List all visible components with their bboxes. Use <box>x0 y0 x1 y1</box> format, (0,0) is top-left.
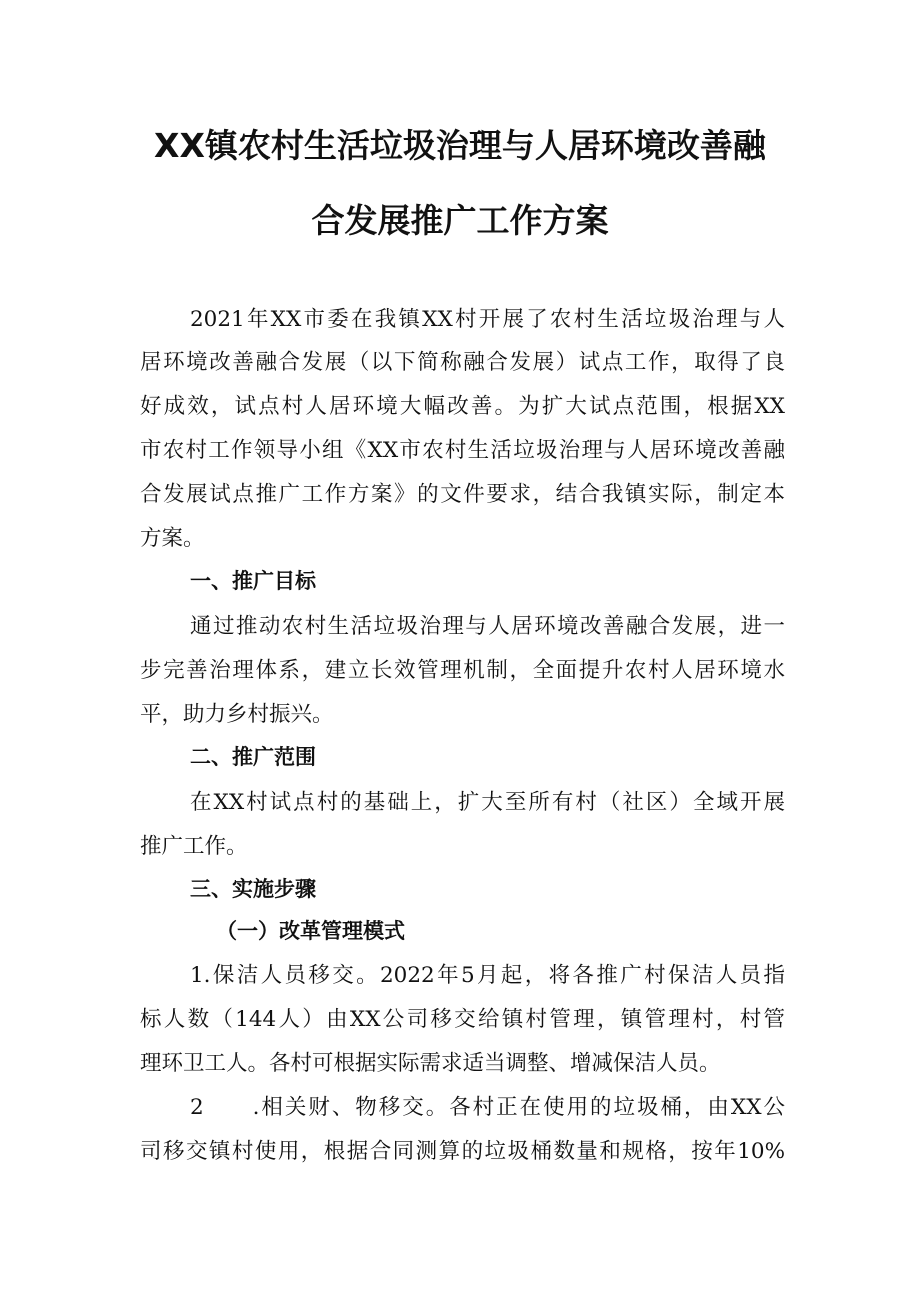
section-1-line: 通过推动农村生活垃圾治理与人居环境改善融合发展，进一 <box>190 614 785 639</box>
intro-line: 市农村工作领导小组《XX市农村生活垃圾治理与人居环境改善融 <box>140 438 785 463</box>
intro-line: 合发展试点推广工作方案》的文件要求，结合我镇实际，制定本 <box>140 482 785 507</box>
item-1-line: 标人数（144人）由XX公司移交给镇村管理，镇管理村，村管 <box>140 1007 785 1032</box>
section-1-line: 平，助力乡村振兴。 <box>140 702 334 727</box>
section-1-line: 步完善治理体系，建立长效管理机制，全面提升农村人居环境水 <box>140 658 785 683</box>
section-1-heading: 一、推广目标 <box>190 569 316 593</box>
section-2-line: 推广工作。 <box>140 834 248 859</box>
section-2-heading: 二、推广范围 <box>190 745 316 769</box>
item-1-line: 1.保洁人员移交。2022年5月起，将各推广村保洁人员指 <box>190 963 785 988</box>
intro-line: 好成效，试点村人居环境大幅改善。为扩大试点范围，根据XX <box>140 394 785 419</box>
intro-line: 2021年XX市委在我镇XX村开展了农村生活垃圾治理与人 <box>190 307 785 332</box>
intro-line: 居环境改善融合发展（以下简称融合发展）试点工作，取得了良 <box>140 350 785 375</box>
item-1-line: 理环卫工人。各村可根据实际需求适当调整、增减保洁人员。 <box>140 1051 721 1076</box>
section-2-line: 在XX村试点村的基础上，扩大至所有村（社区）全域开展 <box>190 790 785 815</box>
subsection-heading: （一）改革管理模式 <box>216 919 405 943</box>
item-2-line: 2 .相关财、物移交。各村正在使用的垃圾桶，由XX公 <box>190 1095 785 1120</box>
document-title-line-2: 合发展推广工作方案 <box>311 201 609 240</box>
section-3-heading: 三、实施步骤 <box>190 877 316 901</box>
intro-line: 方案。 <box>140 526 205 551</box>
item-2-line: 司移交镇村使用，根据合同测算的垃圾桶数量和规格，按年10% <box>140 1139 785 1164</box>
document-title-line-1: XX镇农村生活垃圾治理与人居环境改善融 <box>154 126 766 165</box>
